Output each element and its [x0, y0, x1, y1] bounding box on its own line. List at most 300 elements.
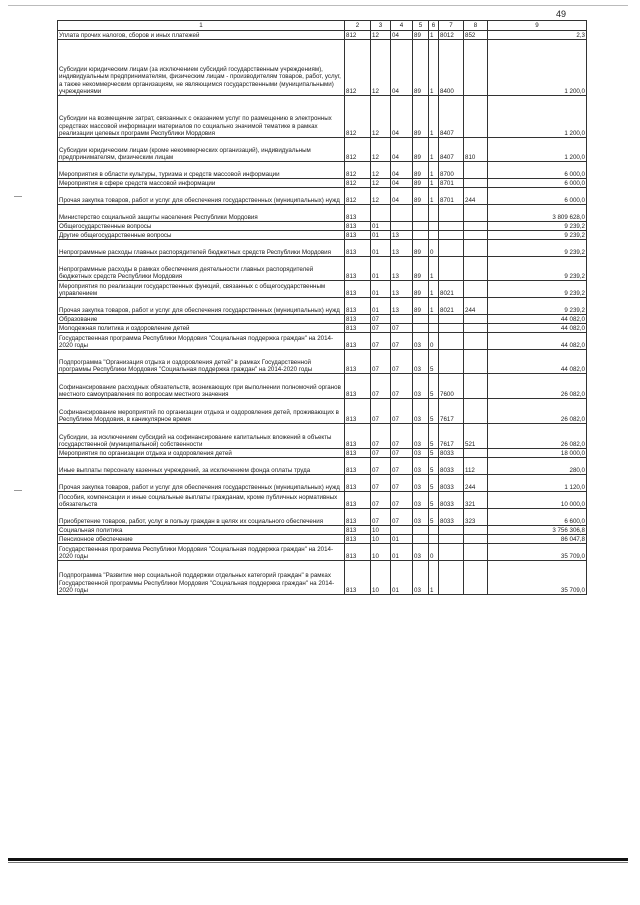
- row-subsection-code-cell: [391, 315, 413, 324]
- row-program-code-cell: 03: [413, 509, 429, 526]
- row-amount-cell: 35 709,0: [488, 544, 587, 561]
- row-section-code-cell: 07: [371, 475, 391, 492]
- row-direction-code-cell: [439, 257, 464, 281]
- row-section-code-cell: 07: [371, 449, 391, 458]
- row-subprogram-code-cell: 1: [429, 298, 439, 315]
- row-section-code-cell: 07: [371, 350, 391, 374]
- row-direction-code-cell: [439, 205, 464, 222]
- row-direction-code-cell: 7617: [439, 399, 464, 424]
- row-ministry-code-cell: 812: [345, 96, 371, 138]
- row-expense-type-code-cell: 323: [464, 509, 488, 526]
- row-subsection-code-cell: 13: [391, 240, 413, 257]
- row-subprogram-code-cell: 5: [429, 374, 439, 399]
- row-subprogram-code-cell: 1: [429, 281, 439, 298]
- table-row: [58, 526, 587, 535]
- row-expense-type-code-cell: [464, 179, 488, 188]
- row-name-cell: Иные выплаты персоналу казенных учреждений, за исключением фонда оплаты труда: [58, 458, 345, 475]
- column-header-name: 1: [58, 21, 345, 31]
- row-subprogram-code-cell: 5: [429, 509, 439, 526]
- row-subsection-code-cell: 07: [391, 333, 413, 350]
- row-name-cell: Министерство социальной защиты населения Республики Мордовия: [58, 205, 345, 222]
- row-subsection-code-cell: 07: [391, 475, 413, 492]
- row-amount-cell: 6 600,0: [488, 509, 587, 526]
- row-direction-code-cell: 8033: [439, 449, 464, 458]
- table-row: [58, 298, 587, 315]
- row-name-cell: Софинансирование расходных обязательств, возникающих при выполнении полномочий органов местного самоуправления по вопросам местного значения: [58, 374, 345, 399]
- row-program-code-cell: 89: [413, 96, 429, 138]
- row-expense-type-code-cell: 852: [464, 31, 488, 40]
- row-expense-type-code-cell: 244: [464, 475, 488, 492]
- row-ministry-code-cell: 813: [345, 333, 371, 350]
- row-expense-type-code-cell: [464, 222, 488, 231]
- row-expense-type-code-cell: 810: [464, 138, 488, 162]
- row-subsection-code-cell: 04: [391, 31, 413, 40]
- row-subsection-code-cell: 07: [391, 399, 413, 424]
- row-section-code-cell: 10: [371, 544, 391, 561]
- row-subsection-code-cell: 07: [391, 424, 413, 449]
- row-expense-type-code-cell: [464, 240, 488, 257]
- row-amount-cell: 18 000,0: [488, 449, 587, 458]
- row-subprogram-code-cell: [429, 315, 439, 324]
- row-subprogram-code-cell: 1: [429, 257, 439, 281]
- row-amount-cell: 9 239,2: [488, 298, 587, 315]
- row-subprogram-code-cell: [429, 324, 439, 333]
- row-amount-cell: 1 200,0: [488, 138, 587, 162]
- table-row: [58, 179, 587, 188]
- row-ministry-code-cell: 813: [345, 449, 371, 458]
- column-header-section: 3: [371, 21, 391, 31]
- row-subsection-code-cell: [391, 222, 413, 231]
- row-ministry-code-cell: 813: [345, 492, 371, 509]
- row-section-code-cell: 07: [371, 458, 391, 475]
- row-expense-type-code-cell: [464, 281, 488, 298]
- row-program-code-cell: 89: [413, 240, 429, 257]
- row-name-cell: Субсидии юридическим лицам (за исключением субсидий государственным учреждениям), индивидуальным предпринимателям, физическим лицам - производителям товаров, работ, услуг, а также некоммерческим организациям, не являющимся государственными (муниципальными) учреждениями: [58, 40, 345, 96]
- row-section-code-cell: 07: [371, 492, 391, 509]
- row-ministry-code-cell: 812: [345, 162, 371, 179]
- row-name-cell: Подпрограмма "Развитие мер социальной поддержки отдельных категорий граждан" в рамках Государственной программы Республики Мордовия "Социальная поддержка граждан" на 2014-2020 годы: [58, 561, 345, 595]
- row-subprogram-code-cell: 5: [429, 424, 439, 449]
- row-expense-type-code-cell: [464, 205, 488, 222]
- row-amount-cell: 3 756 306,8: [488, 526, 587, 535]
- row-program-code-cell: [413, 315, 429, 324]
- table-row: [58, 257, 587, 281]
- row-program-code-cell: [413, 535, 429, 544]
- row-program-code-cell: [413, 324, 429, 333]
- row-direction-code-cell: [439, 324, 464, 333]
- row-ministry-code-cell: 813: [345, 374, 371, 399]
- row-expense-type-code-cell: [464, 257, 488, 281]
- row-program-code-cell: 03: [413, 561, 429, 595]
- table-row: [58, 231, 587, 240]
- row-subsection-code-cell: 07: [391, 350, 413, 374]
- row-name-cell: Государственная программа Республики Мордовия "Социальная поддержка граждан" на 2014-2020 годы: [58, 544, 345, 561]
- column-header-subsection: 4: [391, 21, 413, 31]
- table-row: [58, 544, 587, 561]
- row-expense-type-code-cell: 521: [464, 424, 488, 449]
- table-row: [58, 138, 587, 162]
- row-name-cell: Социальная политика: [58, 526, 345, 535]
- row-subsection-code-cell: 13: [391, 257, 413, 281]
- margin-mark: [14, 490, 22, 491]
- row-subsection-code-cell: 01: [391, 535, 413, 544]
- row-program-code-cell: 89: [413, 31, 429, 40]
- row-subsection-code-cell: [391, 526, 413, 535]
- column-header-expense-type: 8: [464, 21, 488, 31]
- row-expense-type-code-cell: [464, 324, 488, 333]
- row-expense-type-code-cell: [464, 526, 488, 535]
- bottom-bar: [8, 858, 628, 861]
- row-section-code-cell: 01: [371, 240, 391, 257]
- table-row: [58, 315, 587, 324]
- table-row: [58, 424, 587, 449]
- row-amount-cell: 9 239,2: [488, 222, 587, 231]
- row-expense-type-code-cell: 244: [464, 298, 488, 315]
- row-name-cell: Образование: [58, 315, 345, 324]
- row-program-code-cell: 89: [413, 257, 429, 281]
- row-program-code-cell: 89: [413, 179, 429, 188]
- table-row: [58, 240, 587, 257]
- table-row: [58, 535, 587, 544]
- row-subsection-code-cell: 13: [391, 281, 413, 298]
- row-subprogram-code-cell: 0: [429, 333, 439, 350]
- row-direction-code-cell: 8021: [439, 298, 464, 315]
- table-row: [58, 561, 587, 595]
- table-row: [58, 324, 587, 333]
- row-expense-type-code-cell: [464, 544, 488, 561]
- row-subprogram-code-cell: 1: [429, 561, 439, 595]
- column-header-subprogram: 6: [429, 21, 439, 31]
- table-row: [58, 492, 587, 509]
- row-subprogram-code-cell: 0: [429, 240, 439, 257]
- row-program-code-cell: 89: [413, 298, 429, 315]
- row-name-cell: Государственная программа Республики Мордовия "Социальная поддержка граждан" на 2014-2020 годы: [58, 333, 345, 350]
- table-row: [58, 31, 587, 40]
- row-amount-cell: 44 082,0: [488, 333, 587, 350]
- row-expense-type-code-cell: [464, 374, 488, 399]
- row-expense-type-code-cell: [464, 350, 488, 374]
- row-expense-type-code-cell: [464, 40, 488, 96]
- row-subsection-code-cell: [391, 205, 413, 222]
- row-name-cell: Пенсионное обеспечение: [58, 535, 345, 544]
- top-rule: [8, 5, 628, 6]
- row-ministry-code-cell: 813: [345, 475, 371, 492]
- row-name-cell: Непрограммные расходы в рамках обеспечения деятельности главных распорядителей бюджетных средств Республики Мордовия: [58, 257, 345, 281]
- row-subprogram-code-cell: 5: [429, 458, 439, 475]
- row-subsection-code-cell: 07: [391, 374, 413, 399]
- row-amount-cell: 26 082,0: [488, 399, 587, 424]
- row-section-code-cell: 12: [371, 138, 391, 162]
- table-row: [58, 188, 587, 205]
- row-section-code-cell: [371, 205, 391, 222]
- row-subprogram-code-cell: [429, 231, 439, 240]
- row-expense-type-code-cell: [464, 399, 488, 424]
- row-amount-cell: 3 809 628,0: [488, 205, 587, 222]
- row-subsection-code-cell: 01: [391, 561, 413, 595]
- row-subsection-code-cell: 07: [391, 449, 413, 458]
- row-subprogram-code-cell: 5: [429, 449, 439, 458]
- row-program-code-cell: 03: [413, 424, 429, 449]
- column-header-direction: 7: [439, 21, 464, 31]
- row-ministry-code-cell: 813: [345, 535, 371, 544]
- row-amount-cell: 10 000,0: [488, 492, 587, 509]
- row-ministry-code-cell: 813: [345, 205, 371, 222]
- row-section-code-cell: 10: [371, 535, 391, 544]
- row-section-code-cell: 12: [371, 162, 391, 179]
- row-section-code-cell: 01: [371, 298, 391, 315]
- row-direction-code-cell: [439, 333, 464, 350]
- table-row: [58, 374, 587, 399]
- row-section-code-cell: 10: [371, 526, 391, 535]
- row-ministry-code-cell: 813: [345, 240, 371, 257]
- row-direction-code-cell: 8407: [439, 138, 464, 162]
- row-ministry-code-cell: 813: [345, 222, 371, 231]
- row-ministry-code-cell: 813: [345, 324, 371, 333]
- row-section-code-cell: 07: [371, 399, 391, 424]
- table-row: [58, 40, 587, 96]
- row-ministry-code-cell: 812: [345, 138, 371, 162]
- row-amount-cell: 9 239,2: [488, 240, 587, 257]
- row-name-cell: Мероприятия по организации отдыха и оздоровления детей: [58, 449, 345, 458]
- row-name-cell: Приобретение товаров, работ, услуг в пользу граждан в целях их социального обеспечения: [58, 509, 345, 526]
- row-amount-cell: 280,0: [488, 458, 587, 475]
- row-subprogram-code-cell: [429, 205, 439, 222]
- row-name-cell: Мероприятия по реализации государственных функций, связанных с общегосударственным управлением: [58, 281, 345, 298]
- row-direction-code-cell: 8021: [439, 281, 464, 298]
- row-name-cell: Уплата прочих налогов, сборов и иных платежей: [58, 31, 345, 40]
- row-amount-cell: 9 239,2: [488, 231, 587, 240]
- row-ministry-code-cell: 813: [345, 458, 371, 475]
- row-amount-cell: 6 000,0: [488, 179, 587, 188]
- row-program-code-cell: 03: [413, 333, 429, 350]
- row-direction-code-cell: 8033: [439, 492, 464, 509]
- table-row: [58, 475, 587, 492]
- row-subsection-code-cell: 01: [391, 544, 413, 561]
- row-amount-cell: 44 082,0: [488, 324, 587, 333]
- row-program-code-cell: 03: [413, 492, 429, 509]
- row-section-code-cell: 12: [371, 96, 391, 138]
- row-expense-type-code-cell: [464, 315, 488, 324]
- row-program-code-cell: 03: [413, 350, 429, 374]
- row-program-code-cell: 03: [413, 449, 429, 458]
- row-program-code-cell: 03: [413, 544, 429, 561]
- row-program-code-cell: 03: [413, 475, 429, 492]
- row-ministry-code-cell: 813: [345, 544, 371, 561]
- row-program-code-cell: [413, 526, 429, 535]
- row-ministry-code-cell: 813: [345, 257, 371, 281]
- row-amount-cell: 1 200,0: [488, 96, 587, 138]
- row-ministry-code-cell: 813: [345, 526, 371, 535]
- row-subprogram-code-cell: 5: [429, 475, 439, 492]
- table-row: [58, 205, 587, 222]
- row-ministry-code-cell: 812: [345, 40, 371, 96]
- row-program-code-cell: [413, 222, 429, 231]
- row-subprogram-code-cell: 1: [429, 188, 439, 205]
- row-subsection-code-cell: 04: [391, 188, 413, 205]
- row-amount-cell: 6 000,0: [488, 188, 587, 205]
- row-ministry-code-cell: 813: [345, 509, 371, 526]
- row-ministry-code-cell: 813: [345, 231, 371, 240]
- row-subsection-code-cell: 04: [391, 40, 413, 96]
- row-subprogram-code-cell: [429, 535, 439, 544]
- row-program-code-cell: [413, 231, 429, 240]
- margin-mark: [14, 196, 22, 197]
- row-ministry-code-cell: 813: [345, 350, 371, 374]
- row-subsection-code-cell: 07: [391, 509, 413, 526]
- row-direction-code-cell: [439, 315, 464, 324]
- row-name-cell: Субсидии на возмещение затрат, связанных с оказанием услуг по размещению в электронных средствах массовой информации материалов по социально значимой тематике в рамках реализации целевых программ Республики Мордовия: [58, 96, 345, 138]
- table-row: [58, 162, 587, 179]
- row-name-cell: Софинансирование мероприятий по организации отдыха и оздоровления детей, проживающих в Республике Мордовия, в каникулярное время: [58, 399, 345, 424]
- row-section-code-cell: 07: [371, 509, 391, 526]
- row-amount-cell: 9 239,2: [488, 281, 587, 298]
- row-expense-type-code-cell: 244: [464, 188, 488, 205]
- row-direction-code-cell: 8400: [439, 40, 464, 96]
- row-subprogram-code-cell: 5: [429, 399, 439, 424]
- row-program-code-cell: 89: [413, 188, 429, 205]
- row-name-cell: Прочая закупка товаров, работ и услуг для обеспечения государственных (муниципальных) нужд: [58, 475, 345, 492]
- row-expense-type-code-cell: [464, 449, 488, 458]
- row-ministry-code-cell: 813: [345, 315, 371, 324]
- row-section-code-cell: 07: [371, 333, 391, 350]
- row-direction-code-cell: 8033: [439, 475, 464, 492]
- row-direction-code-cell: [439, 561, 464, 595]
- row-subsection-code-cell: 04: [391, 162, 413, 179]
- row-direction-code-cell: 8700: [439, 162, 464, 179]
- row-name-cell: Прочая закупка товаров, работ и услуг для обеспечения государственных (муниципальных) нужд: [58, 298, 345, 315]
- row-name-cell: Молодежная политика и оздоровление детей: [58, 324, 345, 333]
- column-header-ministry: 2: [345, 21, 371, 31]
- row-expense-type-code-cell: 112: [464, 458, 488, 475]
- table-row: [58, 333, 587, 350]
- row-section-code-cell: 07: [371, 315, 391, 324]
- row-direction-code-cell: 8701: [439, 188, 464, 205]
- row-ministry-code-cell: 813: [345, 298, 371, 315]
- row-amount-cell: 86 047,8: [488, 535, 587, 544]
- row-name-cell: Пособия, компенсации и иные социальные выплаты гражданам, кроме публичных нормативных обязательств: [58, 492, 345, 509]
- row-program-code-cell: 89: [413, 162, 429, 179]
- row-subprogram-code-cell: 0: [429, 544, 439, 561]
- row-name-cell: Мероприятия в сфере средств массовой информации: [58, 179, 345, 188]
- column-header-program: 5: [413, 21, 429, 31]
- row-name-cell: Субсидии юридическим лицам (кроме некоммерческих организаций), индивидуальным предпринимателям, физическим лицам: [58, 138, 345, 162]
- row-section-code-cell: 07: [371, 324, 391, 333]
- row-direction-code-cell: 8701: [439, 179, 464, 188]
- row-subprogram-code-cell: 5: [429, 350, 439, 374]
- table-row: [58, 399, 587, 424]
- table-row: [58, 281, 587, 298]
- row-expense-type-code-cell: [464, 96, 488, 138]
- row-program-code-cell: 03: [413, 374, 429, 399]
- row-expense-type-code-cell: [464, 231, 488, 240]
- row-subprogram-code-cell: [429, 526, 439, 535]
- row-subsection-code-cell: 07: [391, 324, 413, 333]
- row-subprogram-code-cell: [429, 222, 439, 231]
- row-subprogram-code-cell: 1: [429, 31, 439, 40]
- row-subprogram-code-cell: 1: [429, 40, 439, 96]
- row-subprogram-code-cell: 1: [429, 179, 439, 188]
- row-section-code-cell: 07: [371, 424, 391, 449]
- row-direction-code-cell: [439, 535, 464, 544]
- row-subprogram-code-cell: 1: [429, 96, 439, 138]
- row-amount-cell: 44 082,0: [488, 350, 587, 374]
- row-subsection-code-cell: 07: [391, 458, 413, 475]
- page-number: 49: [556, 9, 567, 19]
- row-name-cell: Непрограммные расходы главных распорядителей бюджетных средств Республики Мордовия: [58, 240, 345, 257]
- row-program-code-cell: [413, 205, 429, 222]
- row-amount-cell: 1 120,0: [488, 475, 587, 492]
- row-amount-cell: 26 082,0: [488, 374, 587, 399]
- row-ministry-code-cell: 813: [345, 281, 371, 298]
- row-expense-type-code-cell: [464, 162, 488, 179]
- row-amount-cell: 1 200,0: [488, 40, 587, 96]
- table-body: [58, 31, 587, 595]
- table-row: [58, 449, 587, 458]
- table-row: [58, 350, 587, 374]
- row-amount-cell: 9 239,2: [488, 257, 587, 281]
- row-ministry-code-cell: 813: [345, 399, 371, 424]
- row-expense-type-code-cell: 321: [464, 492, 488, 509]
- row-direction-code-cell: [439, 231, 464, 240]
- budget-table: [57, 20, 587, 595]
- row-ministry-code-cell: 812: [345, 188, 371, 205]
- row-amount-cell: 26 082,0: [488, 424, 587, 449]
- row-name-cell: Общегосударственные вопросы: [58, 222, 345, 231]
- row-subsection-code-cell: 13: [391, 298, 413, 315]
- row-direction-code-cell: 8033: [439, 509, 464, 526]
- row-section-code-cell: 12: [371, 31, 391, 40]
- row-ministry-code-cell: 812: [345, 31, 371, 40]
- row-direction-code-cell: 8033: [439, 458, 464, 475]
- row-subsection-code-cell: 04: [391, 179, 413, 188]
- column-header-amount: 9: [488, 21, 587, 31]
- row-expense-type-code-cell: [464, 333, 488, 350]
- row-direction-code-cell: [439, 350, 464, 374]
- row-subsection-code-cell: 04: [391, 138, 413, 162]
- table-header-row: [58, 21, 587, 31]
- table-row: [58, 222, 587, 231]
- row-subsection-code-cell: 07: [391, 492, 413, 509]
- row-ministry-code-cell: 813: [345, 561, 371, 595]
- row-program-code-cell: 89: [413, 40, 429, 96]
- row-section-code-cell: 01: [371, 281, 391, 298]
- row-amount-cell: 35 709,0: [488, 561, 587, 595]
- row-direction-code-cell: [439, 222, 464, 231]
- row-name-cell: Прочая закупка товаров, работ и услуг для обеспечения государственных (муниципальных) нужд: [58, 188, 345, 205]
- row-ministry-code-cell: 812: [345, 179, 371, 188]
- row-direction-code-cell: [439, 526, 464, 535]
- table-row: [58, 458, 587, 475]
- row-section-code-cell: 01: [371, 222, 391, 231]
- row-section-code-cell: 10: [371, 561, 391, 595]
- row-direction-code-cell: 8407: [439, 96, 464, 138]
- row-direction-code-cell: 8012: [439, 31, 464, 40]
- row-expense-type-code-cell: [464, 535, 488, 544]
- row-amount-cell: 2,3: [488, 31, 587, 40]
- row-section-code-cell: 01: [371, 231, 391, 240]
- row-program-code-cell: 89: [413, 138, 429, 162]
- row-section-code-cell: 12: [371, 179, 391, 188]
- row-subsection-code-cell: 04: [391, 96, 413, 138]
- row-name-cell: Мероприятия в области культуры, туризма и средств массовой информации: [58, 162, 345, 179]
- row-section-code-cell: 12: [371, 40, 391, 96]
- table-row: [58, 509, 587, 526]
- row-subprogram-code-cell: 1: [429, 162, 439, 179]
- row-section-code-cell: 07: [371, 374, 391, 399]
- row-program-code-cell: 03: [413, 458, 429, 475]
- row-subsection-code-cell: 13: [391, 231, 413, 240]
- row-subprogram-code-cell: 5: [429, 492, 439, 509]
